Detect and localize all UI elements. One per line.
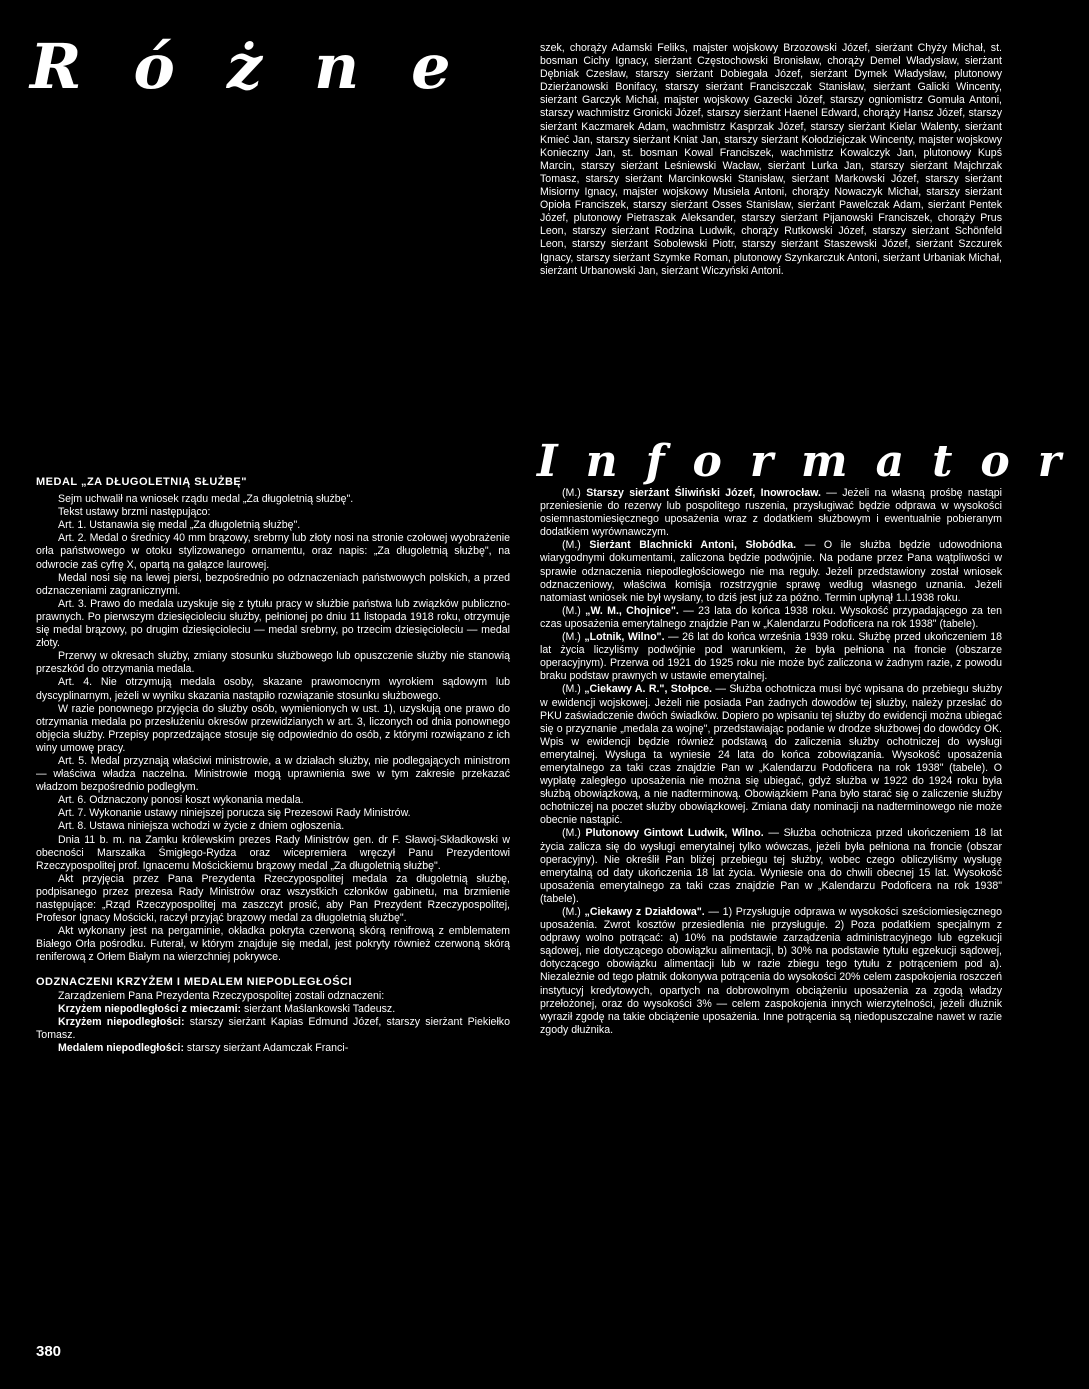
- informator-entry-lead: (M.): [562, 631, 585, 644]
- medal-paragraph: Akt przyjęcia przez Pana Prezydenta Rzeczypospolitej medala za długoletnią służbę, podpisanego przez prezesa Rady Ministrów oraz wszystkich członków gabinetu, ma brzmienie następujące: „Rząd Rzeczypospolitej ma zaszczyt prosić, aby Pan Prezydent Rzeczypospolitej, Profesor Ignacy Mościcki, raczył przyjąć brązowy medal za długoletnią służbę".: [36, 872, 510, 925]
- medal-paragraph: Art. 6. Odznaczony ponosi koszt wykonania medala.: [58, 794, 304, 807]
- informator-entry-text: — Służba ochotnicza musi być wpisana do przebiegu służby w ewidencji wojskowej. Jeżeli nie posiada Pan żadnych dowodów tej służby, należy przesłać do PKU zaświadczenie dwóch świadków. Dopiero po wpisaniu tej służby do ewidencji można ubiegać się o przyznanie „medala za wojnę", przedstawiając podanie w drodze służbowej do dowódcy OK. Wpis w ewidencji będzie również podstawą do zaliczenia służby ochotniczej do wysługi emerytalnej. Wysługa ta wyniesie 24 lata do końca zobowiązania. Wysokość uposażenia emerytalnego za taki czas znajdzie Pan w „Kalendarzu Podoficera na rok 1938" (tabele). O wypłatę zaległego uposażenia nie można się ubiegać, gdyż służba w 1922 do 1924 roku była służbą obowiązkową, a nie nadterminową. Obowiązkiem Pana było starać się o zaliczenie służby ochotniczej na poczet służby obowiązkowej. Zmiana daty nominacji na nadterminowego nie może obecnie nastąpić.: [540, 683, 1002, 827]
- medal-article-heading: MEDAL „ZA DŁUGOLETNIĄ SŁUŻBĘ": [36, 476, 247, 488]
- medal-article-body: [36, 493, 510, 964]
- medal-paragraph: Medal nosi się na lewej piersi, bezpośrednio po odznaczeniach państwowych polskich, a przed odznaczeniami zagranicznymi.: [36, 571, 510, 597]
- informator-entry-text: — 26 lat do końca września 1939 roku. Służbę przed ukończeniem 18 lat życia liczyliśmy podwójnie pod warunkiem, że była pełniona na froncie (obszarze operacyjnym). Przerwa od 1921 do 1925 roku nie może być zaliczona w żadnym razie, z powodu braku podstaw prawnych w ustawie emerytalnej.: [540, 631, 1002, 683]
- section-title-rozne: Różne: [30, 30, 503, 103]
- odznaczeni-item-text: sierżant Maślankowski Tadeusz.: [241, 1002, 396, 1015]
- medal-paragraph: Art. 4. Nie otrzymują medala osoby, skazane prawomocnym wyrokiem sądowym lub dyscyplinarnym, jeżeli w wyniku skazania nastąpiło rozwiązanie stosunku służbowego.: [36, 676, 510, 702]
- odznaczeni-item-label: Krzyżem niepodległości:: [58, 1015, 185, 1028]
- odznaczeni-heading: ODZNACZENI KRZYŻEM I MEDALEM NIEPODLEGŁOŚCI: [36, 976, 353, 989]
- medal-paragraph: Przerwy w okresach służby, zmiany stosunku służbowego lub opuszczenie służby nie stanowią przeszkód do otrzymania medala.: [36, 650, 510, 676]
- informator-entry: [540, 683, 1002, 827]
- medal-paragraph: W razie ponownego przyjęcia do służby osób, wymienionych w ust. 1), uzyskują one prawo do otrzymania medala po przesłużeniu okresów przewidzianych w art. 3, liczonych od dnia ponownego objęcia służby. Przepisy poprzedzające stosuje się odpowiednio do osób, z którymi rozwiązano z ich winy umowę pracy.: [36, 702, 510, 754]
- informator-entry-text: — 1) Przysługuje odprawa w wysokości sześciomiesięcznego uposażenia. Zwrot kosztów przesiedlenia nie przysługuje. 2) Poza podatkiem specjalnym z odprawy wolno potrącać: a) 10% na podstawie zarządzenia administracyjnego lub egzekucji sądowej, nie dotyczącego obowiązku alimentacji, b) 30% na podstawie tytułu egzekucji sądowej, dotyczącego obowiązku alimentacji lub w razie zbiegu tego tytułu z potrąceniem pod a). Niezależnie od tego płatnik dokonywa potrącenia do wysokości 20% celem zaspokojenia roszczeń instytucyj kredytowych, opartych na dobrowolnym obciążeniu uposażenia za zgodą władzy przełożonej, oraz do wysokości 3% — celem zaspokojenia innych wierzytelności, jeżeli dłużnik wyraził zgodę na takie obciążenie uposażenia. Inne potrącenia są niedopuszczalne nawet w razie zgody dłużnika.: [540, 906, 1002, 1036]
- left-column: [36, 476, 510, 1055]
- informator-entry-addressee: „Ciekawy A. R.", Stołpce.: [584, 683, 712, 696]
- informator-entry-addressee: „W. M., Chojnice".: [585, 604, 679, 617]
- medal-paragraph: Sejm uchwalił na wniosek rządu medal „Za długoletnią służbę".: [58, 493, 354, 506]
- odznaczeni-item-text: starszy sierżant Adamczak Franci-: [183, 1041, 349, 1054]
- page-number: 380: [36, 1343, 62, 1360]
- informator-entry: [540, 605, 1002, 631]
- informator-entry: [540, 539, 1002, 604]
- odznaczeni-item: [36, 1042, 510, 1055]
- informator-entry: [540, 827, 1002, 906]
- odznaczeni-item-text: starszy sierżant Kapias Edmund Józef, starszy sierżant Piekiełko Tomasz.: [36, 1015, 510, 1041]
- odznaczeni-item: [36, 1016, 510, 1042]
- informator-entry-lead: (M.): [562, 827, 586, 840]
- section-title-informator: Informator: [537, 436, 1089, 487]
- informator-entry-addressee: „Lotnik, Wilno".: [584, 631, 665, 644]
- informator-entry-addressee: Plutonowy Gintowt Ludwik, Wilno.: [585, 827, 764, 840]
- informator-entry-lead: (M.): [562, 906, 585, 918]
- odznaczeni-item: [36, 1003, 510, 1016]
- informator-entry-lead: (M.): [562, 683, 585, 696]
- informator-entry-lead: (M.): [562, 604, 586, 617]
- medal-paragraph: Art. 1. Ustanawia się medal „Za długoletnią służbę".: [58, 519, 301, 532]
- informator-entry: [540, 906, 1002, 1037]
- medal-paragraph: Art. 2. Medal o średnicy 40 mm brązowy, srebrny lub złoty nosi na stronie czołowej wyobrażenie orła państwowego w otoku stylizowanego ornamentu, oraz napis: „Za długoletnią służbę", na odwrocie zaś cyfrę X, opartą na gałązce laurowej.: [36, 532, 510, 571]
- informator-entry: [540, 487, 1002, 539]
- informator-entry-lead: (M.): [562, 487, 587, 499]
- odznaczeni-item-label: Medalem niepodległości:: [58, 1041, 184, 1054]
- informator-entry-addressee: Starszy sierżant Śliwiński Józef, Inowrocław.: [586, 487, 821, 499]
- medal-paragraph: Tekst ustawy brzmi następująco:: [58, 506, 211, 519]
- informator-column: [540, 487, 1002, 1037]
- informator-entry-text: — Jeżeli na własną prośbę nastąpi przeniesienie do rezerwy lub pospolitego ruszenia, przysługiwać będzie odprawa w wysokości osiemnastomiesięcznego uposażenia wraz z dodatkiem służbowym i ewentualnie pobieranym dodatkiem wyrównawczym.: [540, 487, 1002, 539]
- informator-entry-text: — 23 lata do końca 1938 roku. Wysokość przypadającego za ten czas uposażenia emerytalnego znajdzie Pan w „Kalendarzu Podoficera na rok 1938" (tabele).: [540, 604, 1002, 630]
- informator-entry-addressee: Sierżant Blachnicki Antoni, Słobódka.: [589, 539, 797, 552]
- informator-entry-addressee: „Ciekawy z Działdowa".: [584, 906, 705, 918]
- informator-entry-text: — Służba ochotnicza przed ukończeniem 18 lat życia zalicza się do wysługi emerytalnej tylko wówczas, jeżeli była pełniona na froncie (obszar operacyjny). Nie określił Pan bliżej przebiegu tej służby, wobec czego obliczyliśmy wysługę emerytalną od daty ukończenia 18 lat życia. Wyniesie ona do chwili obecnej 15 lat. Wysokość uposażenia emerytalnego za taki czas znajdzie Pan w „Kalendarzu Podoficera na rok 1938" (tabele).: [540, 827, 1002, 905]
- medal-paragraph: Art. 3. Prawo do medala uzyskuje się z tytułu pracy w służbie państwa lub związków publiczno-prawnych. Po pierwszym dziesięcioleciu służby, pełnionej po dniu 11 listopada 1918 roku, otrzymuje się medal brązowy, po drugim dziesięcioleciu — medal srebrny, po trzecim dziesięcioleciu — medal złoty.: [36, 597, 510, 650]
- odznaczeni-intro: Zarządzeniem Pana Prezydenta Rzeczypospolitej zostali odznaczeni:: [58, 989, 385, 1002]
- odznaczeni-item-label: Krzyżem niepodległości z mieczami:: [58, 1002, 242, 1015]
- medal-paragraph: Dnia 11 b. m. na Zamku królewskim prezes Rady Ministrów gen. dr F. Sławoj-Składkowski w obecności Marszałka Śmigłego-Rydza oraz wicepremiera wręczył Panu Prezydentowi Rzeczypospolitej prof. Ignacemu Mościckiemu brązowy medal „Za długoletnią służbę".: [36, 833, 510, 872]
- informator-entry-lead: (M.): [562, 539, 590, 552]
- medal-paragraph: Akt wykonany jest na pergaminie, okładka pokryta czerwoną skórą renifrową z emblematem Białego Orła pośrodku. Futerał, w którym znajduje się medal, jest pokryty również czerwoną skórą reniferową z Orłem Białym na wierzchniej pokrywce.: [36, 925, 510, 964]
- medal-paragraph: Art. 8. Ustawa niniejsza wchodzi w życie z dniem ogłoszenia.: [58, 820, 345, 833]
- right-column-continuation: [540, 42, 1002, 278]
- medal-paragraph: Art. 5. Medal przyznają właściwi ministrowie, a w działach służby, nie podlegających ministrom — właściwa władza naczelna. Ministrowie mogą uprawnienia swe w tym zakresie przekazać władzom bezpośrednio podległym.: [36, 754, 510, 794]
- informator-entry: [540, 631, 1002, 683]
- informator-entry-text: — O ile służba będzie udowodniona wiarygodnymi dokumentami, zaliczona będzie podwójnie. Na podane przez Pana wątpliwości w sprawie odznaczenia niepodległościowego nie ma reguły. Jeżeli przedstawiony został wniosek odznaczeniowy, właściwa komisja rozstrzygnie sprawę według własnego uznania. Jeżeli natomiast wniosek nie był wysłany, to dziś jest już za późno. Termin upłynął 1.I.1938 roku.: [540, 539, 1002, 604]
- medal-paragraph: Art. 7. Wykonanie ustawy niniejszej porucza się Prezesowi Rady Ministrów.: [58, 807, 411, 820]
- awardee-list-continuation: szek, chorąży Adamski Feliks, majster wojskowy Brzozowski Józef, sierżant Chyży Michał, st. bosman Cichy Ignacy, sierżant Częstochowski Bronisław, chorąży Demel Władysław, sierżant Dębniak Czesław, starszy sierżant Dobiegała Józef, sierżant Dymek Władysław, plutonowy Dzierżanowski Bonifacy, starszy sierżant Franciszczak Stanisław, sierżant Galicki Wincenty, sierżant Garczyk Michał, majster wojskowy Gazecki Józef, starszy ogniomistrz Gomuła Antoni, starszy wachmistrz Gronicki Józef, starszy sierżant Haenel Edward, chorąży Hansz Józef, starszy sierżant Kaczmarek Adam, wachmistrz Kasprzak Józef, starszy sierżant Kielar Walenty, sierżant Kmieć Jan, starszy sierżant Kniat Jan, starszy sierżant Kołodziejczak Wincenty, majster wojskowy Konieczny Jan, st. bosman Kowal Franciszek, wachmistrz Kowalczyk Jan, plutonowy Kupś Marcin, starszy sierżant Leśniewski Wacław, sierżant Lurka Jan, starszy sierżant Majchrzak Tomasz, starszy sierżant Marcinkowski Stanisław, sierżant Markowski Józef, starszy sierżant Misiorny Ignacy, majster wojskowy Musiela Antoni, chorąży Nowaczyk Michał, starszy sierżant Opioła Franciszek, starszy sierżant Osses Stanisław, sierżant Pawelczak Adam, sierżant Pentek Józef, plutonowy Pietraszak Aleksander, starszy sierżant Pijanowski Franciszek, chorąży Prus Leon, starszy sierżant Rodzina Ludwik, chorąży Rutkowski Józef, starszy sierżant Schönfeld Leon, starszy sierżant Sobolewski Piotr, starszy sierżant Staszewski Józef, sierżant Szczurek Ignacy, starszy sierżant Szymke Roman, plutonowy Szynkarczuk Antoni, sierżant Urbaniak Michał, sierżant Urbanowski Jan, sierżant Wiczyński Antoni.: [540, 42, 1002, 277]
